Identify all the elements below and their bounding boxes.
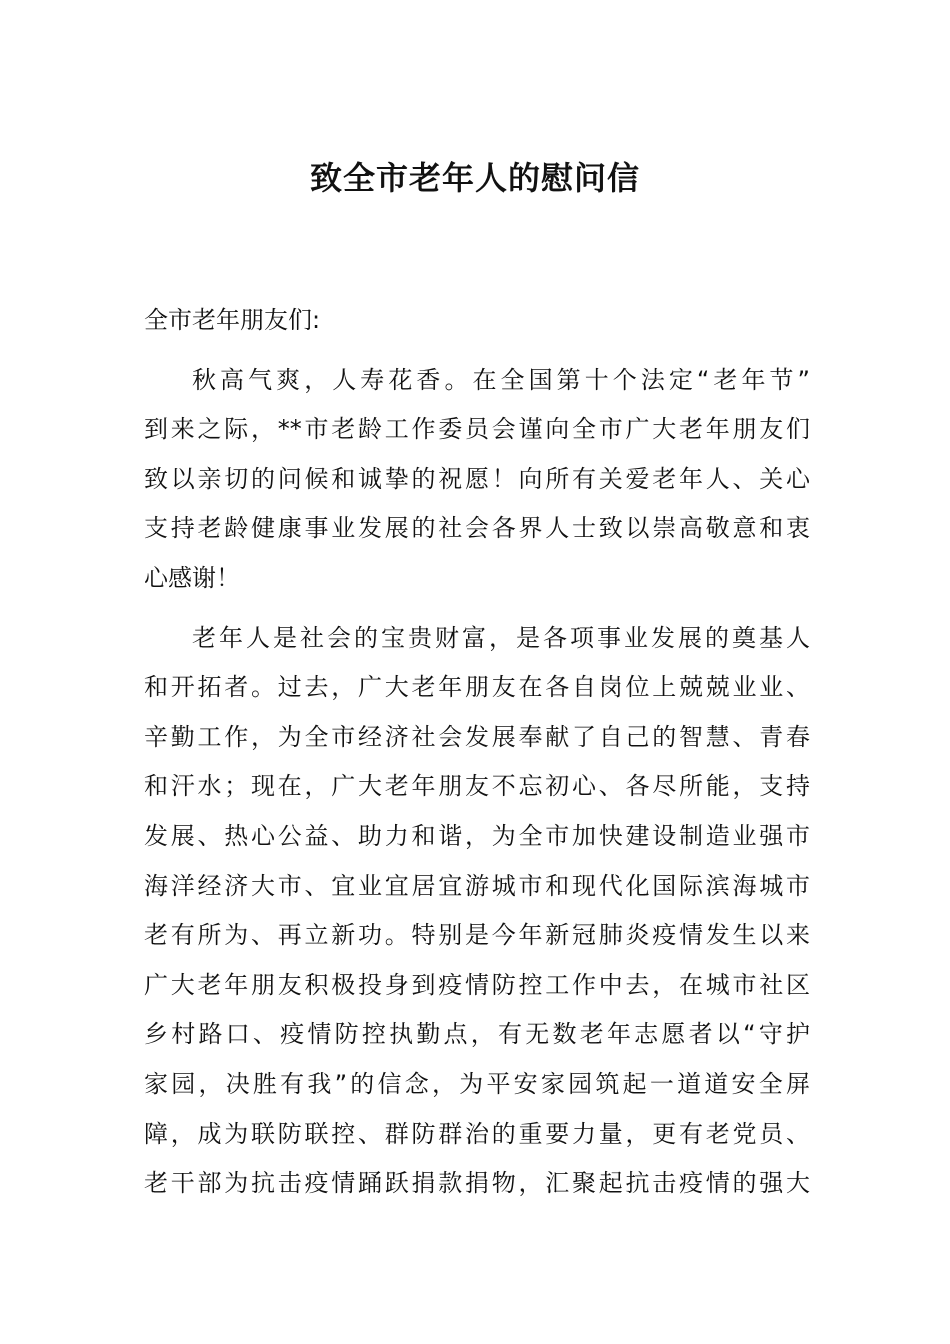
salutation: 全市老年朋友们: — [144, 306, 321, 334]
paragraph-1 — [144, 356, 810, 604]
paragraph-line: 老干部为抗击疫情踊跃捐款捐物，汇聚起抗击疫情的强大 — [144, 1169, 810, 1198]
paragraph-line: 秋高气爽，人寿花香。在全国第十个法定“老年节” — [192, 365, 810, 394]
letter-body — [144, 296, 810, 1209]
paragraph-line: 老年人是社会的宝贵财富，是各项事业发展的奠基人 — [192, 623, 810, 652]
paragraph-gap — [144, 346, 810, 356]
paragraph-2 — [144, 614, 810, 1209]
paragraph-line: 和汗水；现在，广大老年朋友不忘初心、各尽所能，支持 — [144, 772, 810, 801]
paragraph-line: 广大老年朋友积极投身到疫情防控工作中去，在城市社区 — [144, 970, 810, 999]
paragraph-gap — [144, 604, 810, 614]
paragraph-line: 到来之际，**市老龄工作委员会谨向全市广大老年朋友们 — [144, 415, 810, 444]
paragraph-line: 家园，决胜有我”的信念，为平安家园筑起一道道安全屏 — [144, 1069, 810, 1098]
paragraph-line: 老有所为、再立新功。特别是今年新冠肺炎疫情发生以来 — [144, 921, 810, 950]
paragraph-line: 心感谢！ — [144, 563, 240, 592]
paragraph-line: 乡村路口、疫情防控执勤点，有无数老年志愿者以“守护 — [144, 1020, 810, 1049]
paragraph-line: 支持老龄健康事业发展的社会各界人士致以崇高敬意和衷 — [144, 514, 810, 543]
paragraph-line: 发展、热心公益、助力和谐，为全市加快建设制造业强市 — [144, 821, 810, 850]
paragraph-line: 海洋经济大市、宜业宜居宜游城市和现代化国际滨海城市 — [144, 871, 810, 900]
paragraph-line: 障，成为联防联控、群防群治的重要力量，更有老党员、 — [144, 1119, 810, 1148]
document-title: 致全市老年人的慰问信 — [309, 159, 640, 197]
paragraph-line: 致以亲切的问候和诚挚的祝愿！向所有关爱老年人、关心 — [144, 464, 810, 493]
paragraph-line: 辛勤工作，为全市经济社会发展奉献了自己的智慧、青春 — [144, 722, 810, 751]
paragraph-line: 和开拓者。过去，广大老年朋友在各自岗位上兢兢业业、 — [144, 673, 810, 702]
